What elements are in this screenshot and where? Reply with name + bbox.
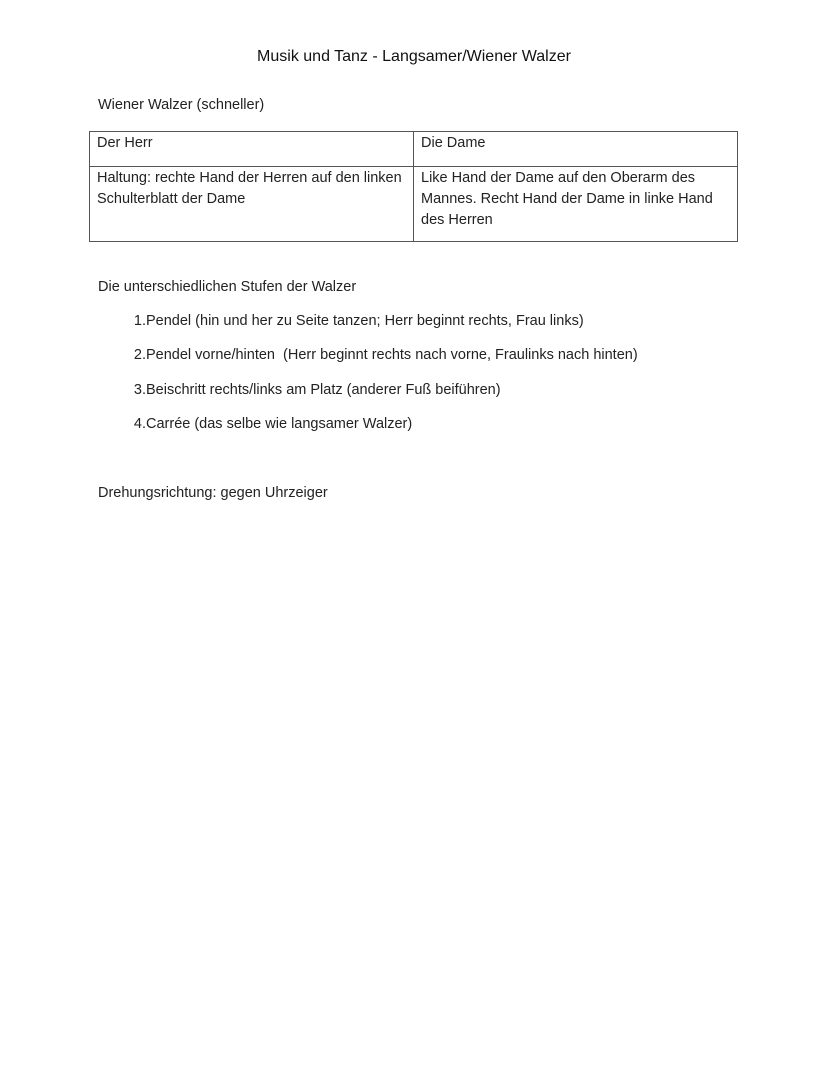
list-item — [98, 313, 638, 347]
rotation-direction: Drehungsrichtung: gegen Uhrzeiger — [98, 485, 328, 501]
steps-list — [98, 313, 638, 450]
table-cell-dame: Like Hand der Dame auf den Oberarm des Mannes. Recht Hand der Dame in linke Hand des Herren — [414, 167, 738, 242]
table-row — [90, 167, 738, 242]
list-item-number: 4. — [133, 415, 146, 432]
list-item-text: Pendel vorne/hinten (Herr beginnt rechts nach vorne, Fraulinks nach hinten) — [146, 347, 638, 364]
table-cell-herr: Haltung: rechte Hand der Herren auf den linken Schulterblatt der Dame — [90, 167, 414, 242]
role-table — [89, 131, 738, 242]
table-header-herr: Der Herr — [90, 132, 414, 167]
table-header-dame: Die Dame — [414, 132, 738, 167]
section-subtitle: Wiener Walzer (schneller) — [98, 97, 265, 113]
list-item — [98, 347, 638, 381]
list-item-number: 2. — [133, 347, 146, 364]
document-title: Musik und Tanz - Langsamer/Wiener Walzer — [257, 48, 571, 65]
list-item-number: 1. — [133, 313, 146, 329]
list-item-text: Carrée (das selbe wie langsamer Walzer) — [146, 415, 413, 432]
table-header-row — [90, 132, 738, 167]
steps-heading: Die unterschiedlichen Stufen der Walzer — [98, 279, 357, 295]
list-item — [98, 382, 638, 416]
list-item — [98, 416, 638, 450]
list-item-number: 3. — [133, 381, 146, 398]
list-item-text: Pendel (hin und her zu Seite tanzen; Herr beginnt rechts, Frau links) — [146, 313, 584, 329]
list-item-text: Beischritt rechts/links am Platz (anderer Fuß beiführen) — [146, 381, 501, 398]
